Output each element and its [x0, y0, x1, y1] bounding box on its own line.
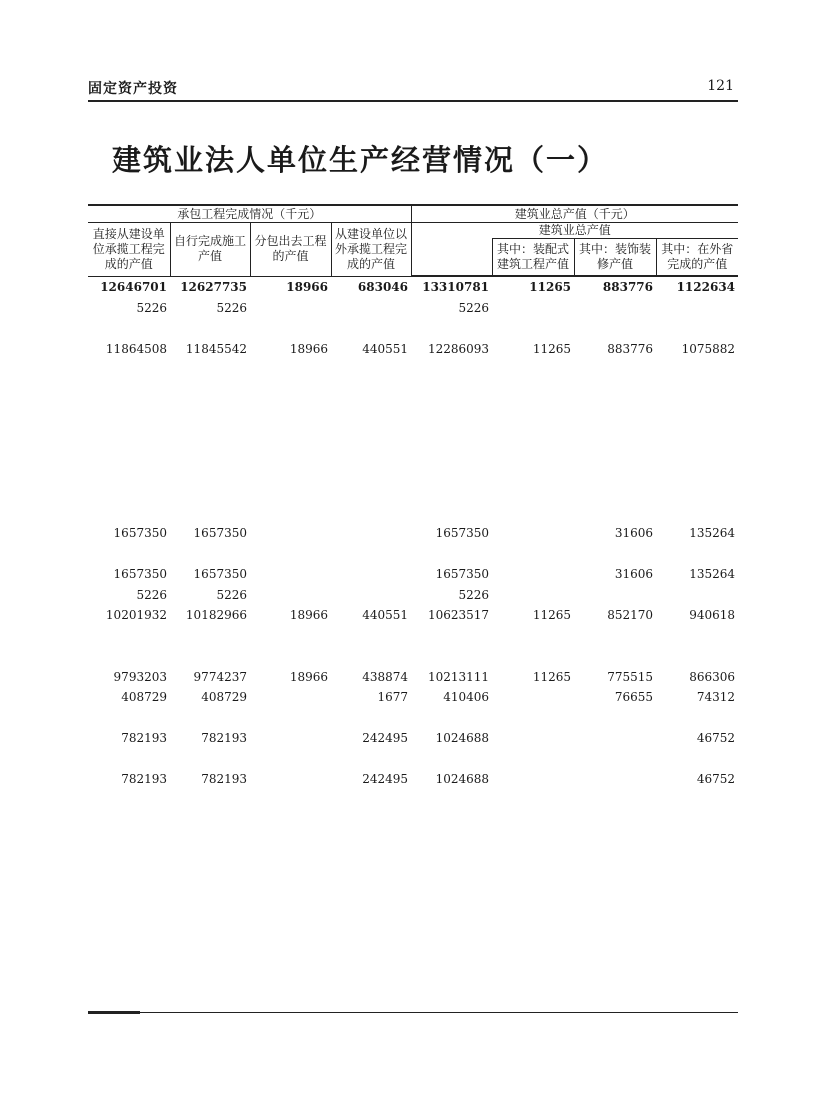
table-cell	[656, 441, 738, 462]
table-cell: 883776	[602, 280, 654, 294]
table-cell	[250, 482, 331, 503]
table-row	[88, 626, 738, 647]
table-cell	[656, 503, 738, 524]
table-cell	[250, 359, 331, 380]
table-cell: 410406	[443, 690, 490, 704]
table-row	[88, 400, 738, 421]
table-cell: 782193	[121, 731, 167, 745]
column-header: 从建设单位以外承揽工程完成的产值	[331, 223, 411, 277]
table-cell: 12286093	[427, 341, 490, 356]
table-cell	[331, 482, 411, 503]
table-cell: 13310781	[422, 280, 490, 294]
table-cell	[656, 400, 738, 421]
table-cell	[492, 400, 574, 421]
table-cell: 1024688	[435, 731, 490, 745]
table-cell	[492, 564, 574, 585]
table-cell	[411, 380, 492, 401]
table-row	[88, 380, 738, 401]
table-cell	[411, 318, 492, 339]
table-cell	[250, 708, 331, 729]
table-cell: 440551	[362, 341, 409, 356]
table-cell	[411, 646, 492, 667]
table-cell	[411, 441, 492, 462]
group-header-contract: 承包工程完成情况（千元）	[88, 205, 411, 223]
table-cell	[331, 708, 411, 729]
table-cell	[492, 749, 574, 770]
table-cell: 18966	[286, 279, 328, 294]
table-cell	[492, 482, 574, 503]
table-cell	[88, 646, 170, 667]
table-cell	[88, 482, 170, 503]
table-cell	[492, 380, 574, 401]
table-cell: 9793203	[113, 669, 167, 684]
table-cell	[574, 749, 656, 770]
table-cell	[574, 503, 656, 524]
table-cell	[411, 359, 492, 380]
table-cell	[331, 318, 411, 339]
table-cell	[88, 359, 170, 380]
table-cell	[88, 441, 170, 462]
table-cell	[250, 544, 331, 565]
table-cell	[250, 298, 331, 319]
table-cell	[656, 626, 738, 647]
table-row	[88, 503, 738, 524]
table-cell	[331, 441, 411, 462]
table-cell	[88, 708, 170, 729]
table-cell: 1657350	[435, 526, 490, 540]
table-cell: 46752	[696, 772, 736, 786]
table-cell	[88, 503, 170, 524]
table-cell	[250, 441, 331, 462]
table-cell	[170, 482, 250, 503]
table-cell	[411, 544, 492, 565]
subgroup-header-output: 建筑业总产值	[411, 223, 738, 239]
table-cell	[574, 318, 656, 339]
table-cell	[250, 564, 331, 585]
table-cell	[574, 728, 656, 749]
table-cell	[170, 359, 250, 380]
table-row	[88, 462, 738, 483]
table-cell	[492, 462, 574, 483]
table-cell: 18966	[289, 669, 328, 684]
table-cell: 46752	[696, 731, 736, 745]
table-cell	[250, 646, 331, 667]
table-header	[88, 205, 738, 276]
table-cell: 9774237	[193, 669, 247, 684]
table-row	[88, 728, 738, 749]
table-cell	[170, 380, 250, 401]
table-cell: 18966	[289, 341, 328, 356]
table-cell	[250, 503, 331, 524]
table-cell	[656, 585, 738, 606]
table-cell: 5226	[136, 300, 167, 315]
table-cell: 5226	[216, 300, 247, 315]
table-cell: 1122634	[676, 280, 736, 294]
table-cell	[574, 380, 656, 401]
table-row	[88, 523, 738, 544]
table-cell	[331, 400, 411, 421]
table-cell: 408729	[121, 690, 167, 704]
table-row	[88, 298, 738, 319]
table-cell	[170, 441, 250, 462]
table-cell	[492, 687, 574, 708]
table-cell	[656, 708, 738, 729]
table-row	[88, 687, 738, 708]
table-cell	[170, 749, 250, 770]
table-cell	[170, 421, 250, 442]
table-cell: 74312	[696, 690, 736, 704]
table-cell	[250, 749, 331, 770]
column-header: 其中：在外省完成的产值	[656, 239, 738, 277]
table-row	[88, 564, 738, 585]
table-cell: 5226	[136, 587, 167, 602]
table-cell	[331, 564, 411, 585]
table-cell: 12646701	[100, 279, 167, 294]
table-cell: 782193	[121, 772, 167, 786]
table-body	[88, 276, 738, 790]
table-cell	[492, 523, 574, 544]
table-cell	[88, 544, 170, 565]
table-cell: 782193	[201, 772, 247, 786]
table-cell	[656, 646, 738, 667]
table-cell: 438874	[362, 669, 409, 684]
table-cell	[492, 626, 574, 647]
table-cell: 1657350	[435, 567, 490, 581]
table-cell: 10182966	[185, 608, 247, 622]
table-cell	[170, 626, 250, 647]
table-cell: 408729	[201, 690, 247, 704]
running-header	[88, 72, 738, 98]
table-cell: 5226	[458, 587, 490, 602]
table-cell	[492, 441, 574, 462]
table-cell	[656, 544, 738, 565]
table-cell	[170, 544, 250, 565]
table-cell: 1075882	[681, 341, 736, 356]
table-cell	[88, 380, 170, 401]
table-cell	[574, 298, 656, 319]
table-cell: 852170	[607, 608, 654, 622]
table-row	[88, 605, 738, 626]
table-row	[88, 585, 738, 606]
table-cell: 242495	[362, 772, 409, 786]
table-cell	[250, 585, 331, 606]
table-row	[88, 421, 738, 442]
table-cell	[411, 708, 492, 729]
table-cell: 1677	[377, 690, 409, 704]
table-cell	[411, 626, 492, 647]
table-cell	[170, 503, 250, 524]
table-cell: 866306	[689, 669, 736, 684]
table-cell	[250, 400, 331, 421]
table-cell	[170, 318, 250, 339]
table-cell	[88, 626, 170, 647]
table-cell	[88, 400, 170, 421]
table-cell	[411, 462, 492, 483]
table-cell	[331, 544, 411, 565]
table-cell	[574, 585, 656, 606]
table-cell: 11265	[532, 669, 572, 684]
table-cell: 883776	[607, 341, 654, 356]
table-cell	[492, 298, 574, 319]
table-cell	[574, 359, 656, 380]
table-cell: 5226	[458, 300, 490, 315]
table-cell	[331, 749, 411, 770]
table-cell	[170, 462, 250, 483]
table-cell	[656, 380, 738, 401]
column-header: 其中：装配式建筑工程产值	[492, 239, 574, 277]
table-cell: 940618	[689, 608, 736, 622]
column-header: 其中：装饰装修产值	[574, 239, 656, 277]
table-cell	[574, 400, 656, 421]
table-cell: 1024688	[435, 772, 490, 786]
table-cell	[250, 626, 331, 647]
table-cell	[170, 708, 250, 729]
table-cell	[170, 400, 250, 421]
table-cell	[492, 359, 574, 380]
table-cell: 11265	[532, 341, 572, 356]
table-cell: 11265	[529, 280, 572, 294]
table-cell	[492, 585, 574, 606]
section-name: 固定资产投资	[88, 81, 178, 97]
table-cell: 1657350	[193, 567, 247, 581]
table-cell	[492, 318, 574, 339]
table-cell	[656, 318, 738, 339]
table-cell: 11845542	[185, 341, 247, 356]
group-header-output: 建筑业总产值（千元）	[411, 205, 738, 223]
table-cell	[331, 359, 411, 380]
table-cell	[250, 462, 331, 483]
table-cell	[574, 441, 656, 462]
table-cell: 11265	[532, 608, 572, 622]
page-title: 建筑业法人单位生产经营情况（一）	[112, 143, 609, 177]
page-number: 121	[707, 78, 734, 94]
table-cell	[331, 298, 411, 319]
table-cell	[492, 544, 574, 565]
table-cell	[492, 708, 574, 729]
table-cell	[250, 728, 331, 749]
table-cell	[250, 318, 331, 339]
column-header: 直接从建设单位承揽工程完成的产值	[88, 223, 170, 277]
table-cell	[656, 298, 738, 319]
table-cell	[331, 503, 411, 524]
table-row	[88, 667, 738, 688]
table-cell	[574, 462, 656, 483]
table-row	[88, 646, 738, 667]
table-cell	[250, 421, 331, 442]
table-cell: 31606	[614, 526, 654, 540]
table-cell	[331, 421, 411, 442]
table-row	[88, 318, 738, 339]
table-cell: 10201932	[105, 608, 167, 622]
table-cell: 76655	[614, 690, 654, 704]
table-cell	[411, 749, 492, 770]
table-cell	[574, 708, 656, 729]
table-row	[88, 749, 738, 770]
table-cell: 1657350	[113, 567, 167, 581]
table-row	[88, 359, 738, 380]
table-cell: 31606	[614, 567, 654, 581]
table-row	[88, 482, 738, 503]
table-cell	[88, 749, 170, 770]
table-cell: 11864508	[105, 341, 167, 356]
table-cell: 12627735	[180, 279, 247, 294]
table-cell	[574, 482, 656, 503]
table-cell	[331, 462, 411, 483]
table-cell	[574, 646, 656, 667]
table-cell: 683046	[357, 279, 409, 294]
table-cell	[331, 626, 411, 647]
table-cell	[331, 585, 411, 606]
table-cell	[492, 421, 574, 442]
table-cell	[88, 462, 170, 483]
table-cell	[492, 646, 574, 667]
table-cell	[656, 482, 738, 503]
table-cell	[656, 421, 738, 442]
footer-rule-accent	[88, 1011, 140, 1014]
table-cell	[656, 749, 738, 770]
table-row	[88, 544, 738, 565]
table-cell: 135264	[689, 567, 736, 581]
table-cell: 440551	[362, 608, 409, 622]
column-header	[411, 239, 492, 277]
table-cell	[492, 503, 574, 524]
table-cell	[574, 421, 656, 442]
table-row	[88, 441, 738, 462]
table-cell	[411, 482, 492, 503]
table-cell	[170, 646, 250, 667]
table-cell	[492, 728, 574, 749]
table-cell	[411, 503, 492, 524]
table-cell: 18966	[289, 608, 328, 622]
table-cell: 242495	[362, 731, 409, 745]
table-row	[88, 708, 738, 729]
table-cell	[250, 769, 331, 790]
table-cell	[574, 769, 656, 790]
table-cell	[88, 421, 170, 442]
table-row	[88, 276, 738, 298]
table-cell: 775515	[607, 669, 654, 684]
table-cell	[331, 646, 411, 667]
table-cell: 10213111	[427, 669, 490, 684]
table-cell: 10623517	[427, 608, 490, 622]
table-cell: 782193	[201, 731, 247, 745]
table-cell	[88, 318, 170, 339]
table-row	[88, 339, 738, 360]
table-cell	[492, 769, 574, 790]
table-cell	[331, 523, 411, 544]
data-table	[88, 204, 738, 790]
table-cell	[250, 523, 331, 544]
table-cell	[574, 626, 656, 647]
table-cell	[411, 400, 492, 421]
table-cell	[574, 544, 656, 565]
table-cell: 1657350	[193, 526, 247, 540]
table-cell: 5226	[216, 587, 247, 602]
table-cell	[331, 380, 411, 401]
table-cell: 135264	[689, 526, 736, 540]
table-cell	[411, 421, 492, 442]
column-header: 分包出去工程的产值	[250, 223, 331, 277]
table-cell: 1657350	[113, 526, 167, 540]
table-cell	[656, 359, 738, 380]
column-header: 自行完成施工产值	[170, 223, 250, 277]
table-row	[88, 769, 738, 790]
table-cell	[250, 687, 331, 708]
table-cell	[656, 462, 738, 483]
header-rule	[88, 100, 738, 102]
table-cell	[250, 380, 331, 401]
footer-rule	[88, 1012, 738, 1013]
